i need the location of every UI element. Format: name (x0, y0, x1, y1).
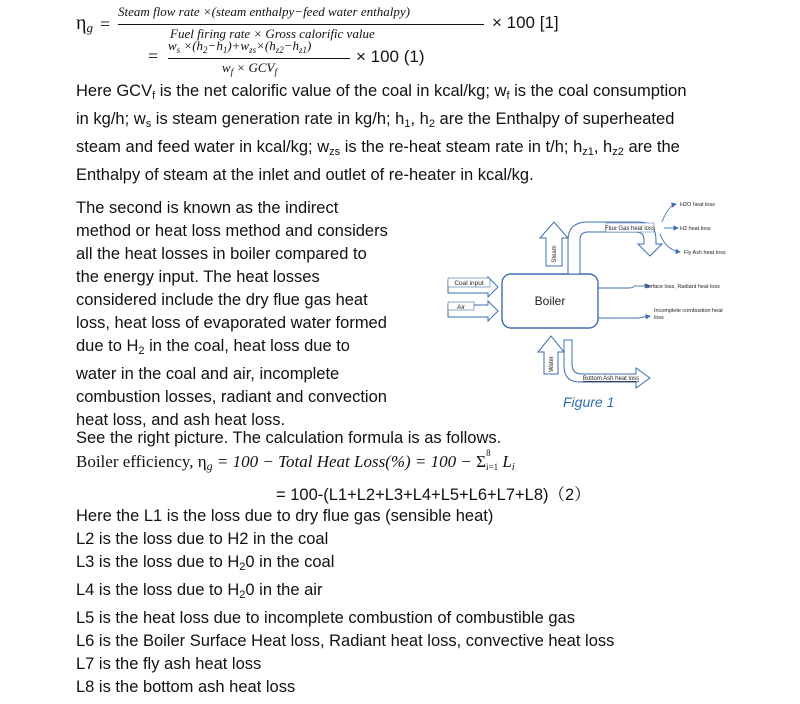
equals-sign-2: = (148, 46, 159, 66)
paragraph-line: method or heat loss method and considers (76, 222, 388, 240)
water-label: Water (549, 356, 555, 372)
h2-loss-label: H2 heat loss (680, 226, 711, 232)
paragraph-line: Enthalpy of steam at the inlet and outlet of re-heater in kcal/kg. (76, 166, 534, 184)
loss-item-l4: L4 is the loss due to $H_20$ in the air (76, 581, 323, 601)
fraction2-bar (168, 58, 350, 59)
boiler-label: Boiler (534, 294, 566, 308)
fraction2-numerator: $w_s \times(h_2-h_1)+w_{zs}\times(h_{z2}-h_{z1})$ (168, 38, 312, 55)
paragraph-line: the energy input. The heat losses (76, 268, 320, 286)
steam-label: Steam (552, 245, 558, 263)
efficiency-label: Boiler efficiency, (76, 452, 194, 471)
flue-gas-label: Flue Gas heat loss (604, 226, 656, 232)
sum-term: $L_i$ (502, 452, 515, 473)
paragraph-line: loss, heat loss of evaporated water formed (76, 314, 387, 332)
incomplete-loss-label-2: loss (654, 315, 664, 321)
equation-1 (0, 0, 800, 80)
paragraph-line: steam and feed water in kcal/kg; $w_{zs}$ is the re-heat steam rate in t/h; $h_{z1}$, $h_{z2}$ are the (76, 138, 680, 158)
surface-loss-label: Surface loss, Radiant heat loss (644, 284, 720, 290)
see-right-text: See the right picture. The calculation formula is as follows. (76, 429, 502, 447)
paragraph-line: heat loss, and ash heat loss. (76, 411, 286, 429)
h2o-loss-label: H2O heat loss (680, 202, 715, 208)
incomplete-loss-label-1: Incomplete combustion heat (654, 308, 723, 314)
fraction-bar (118, 24, 484, 25)
paragraph-line: The second is known as the indirect (76, 199, 339, 217)
paragraph-indirect-method (76, 197, 388, 432)
paragraph-definitions (76, 80, 687, 187)
fraction-numerator: Steam flow rate ×(steam enthalpy−feed water enthalpy) (118, 4, 410, 19)
loss-item-l7: L7 is the fly ash heat loss (76, 655, 262, 673)
loss-item-l3: L3 is the loss due to $H_20$ in the coal (76, 553, 335, 573)
efficiency-rhs: = 100 − Total Heat Loss(%) = 100 − (216, 452, 477, 471)
air-label: Air (457, 304, 465, 311)
equation2-tail: × 100 (1) (356, 47, 425, 66)
paragraph-line: in kg/h; $w_s$ is steam generation rate in kg/h; $h_1$, $h_2$ are the Enthalpy of superheated (76, 110, 675, 130)
paragraph-line: water in the coal and air, incomplete (76, 365, 340, 383)
eta-symbol: $\eta_g$ (76, 12, 93, 35)
eta-symbol-2: $\eta_g$ (197, 452, 213, 473)
paragraph-line: considered include the dry flue gas heat (76, 291, 368, 309)
efficiency-expansion: = 100-(L1+L2+L3+L4+L5+L6+L7+L8)（2） (276, 486, 591, 504)
loss-item-l1: Here the L1 is the loss due to dry flue gas (sensible heat) (76, 507, 494, 525)
figure-caption: Figure 1 (563, 394, 615, 410)
equation-tail: × 100 [1] (492, 13, 559, 32)
diagram-svg (440, 192, 790, 417)
boiler-heat-loss-diagram (440, 192, 790, 417)
fraction2-denominator: $w_f \times GCV_f$ (222, 60, 277, 77)
loss-item-l6: L6 is the Boiler Surface Heat loss, Radiant heat loss, convective heat loss (76, 632, 615, 650)
coal-input-label: Coal input (454, 280, 484, 287)
see-right-line (76, 427, 501, 450)
equals-sign: = (100, 14, 111, 34)
sum-symbol: Σ 8 $_{i=1}$ (476, 448, 499, 472)
boiler-efficiency-equation (76, 448, 515, 474)
paragraph-line: combustion losses, radiant and convection (76, 388, 387, 406)
fraction-denominator: Fuel firing rate × Gross calorific value (170, 26, 375, 41)
loss-item-l5: L5 is the heat loss due to incomplete combustion of combustible gas (76, 609, 575, 627)
loss-item-l8: L8 is the bottom ash heat loss (76, 678, 296, 696)
paragraph-line: Here $GCV_f$ is the net calorific value of the coal in kcal/kg; $w_f$ is the coal consumption (76, 82, 687, 102)
paragraph-line: due to $H_2$ in the coal, heat loss due to (76, 337, 350, 357)
fly-ash-loss-label: Fly Ash heat loss (684, 250, 726, 256)
paragraph-line: all the heat losses in boiler compared to (76, 245, 367, 263)
loss-item-l2: L2 is the loss due to H2 in the coal (76, 530, 329, 548)
loss-definitions (76, 505, 614, 699)
bottom-ash-label: Bottom Ash heat loss (582, 376, 640, 382)
